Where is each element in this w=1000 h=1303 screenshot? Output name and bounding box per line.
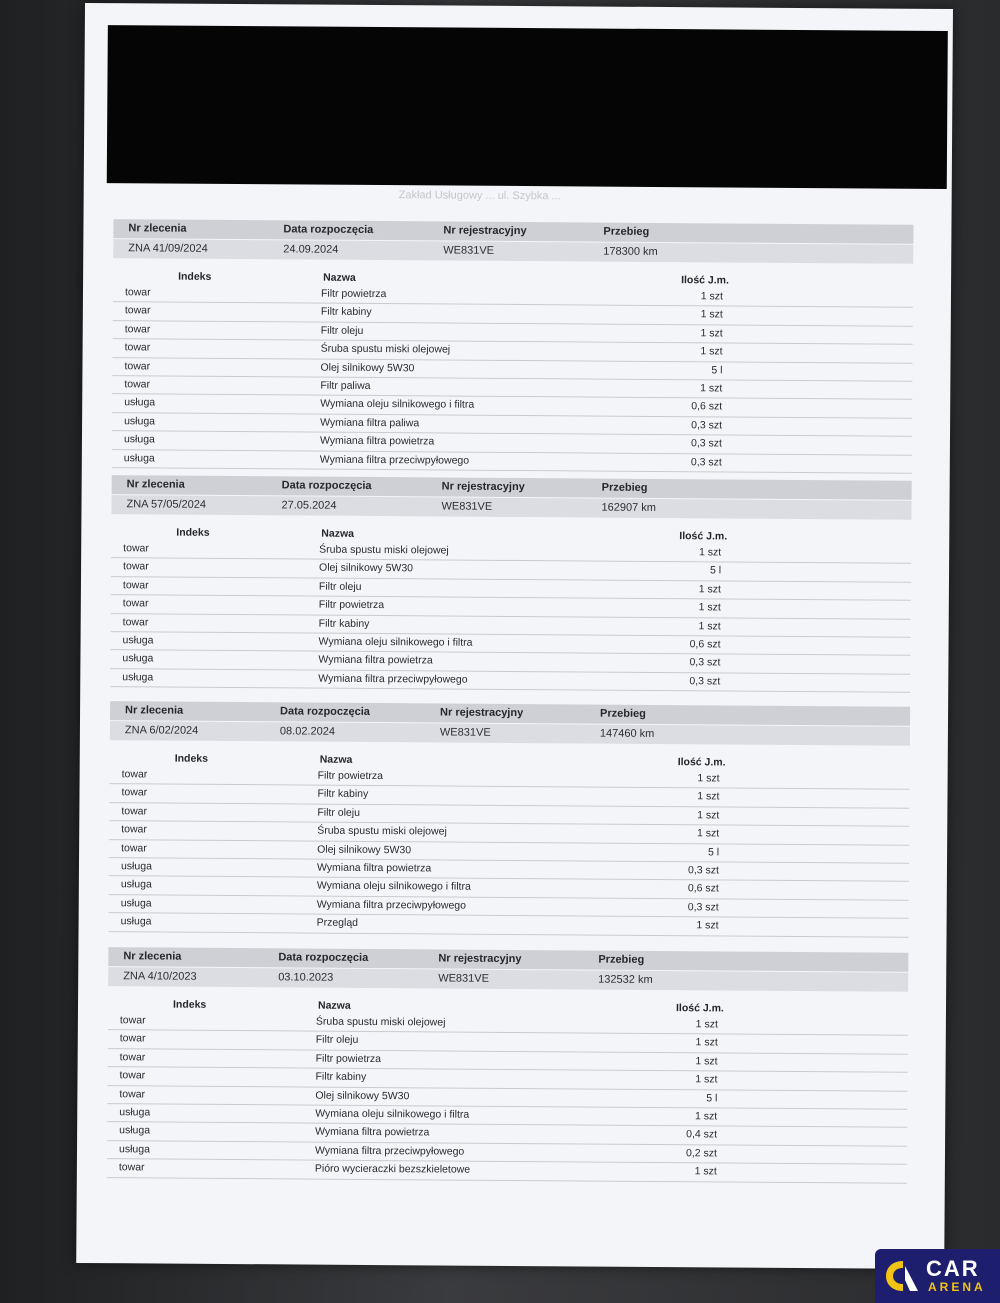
label-nr-zlecenia: Nr zlecenia (123, 950, 182, 963)
service-order (112, 219, 914, 473)
items-header-indeks: Indeks (178, 270, 212, 283)
item-name: Pióro wycieraczki bezszkieletowe (314, 1162, 471, 1176)
item-quantity: 1 szt (696, 919, 719, 932)
item-name: Filtr oleju (318, 580, 362, 593)
item-index-type: towar (121, 805, 148, 818)
redaction-block (107, 25, 948, 189)
label-nr-rejestracyjny: Nr rejestracyjny (441, 480, 525, 494)
order-start-date: 27.05.2024 (281, 499, 337, 512)
item-quantity: 1 szt (698, 601, 721, 614)
item-quantity: 1 szt (700, 290, 724, 303)
items-header-nazwa: Nazwa (317, 999, 351, 1012)
label-nr-rejestracyjny: Nr rejestracyjny (443, 224, 527, 238)
order-number: ZNA 4/10/2023 (123, 970, 197, 983)
label-przebieg: Przebieg (601, 481, 648, 494)
item-index-type: towar (124, 341, 151, 354)
item-quantity: 1 szt (698, 583, 721, 596)
item-name: Filtr kabiny (315, 1070, 367, 1084)
item-name: Śruba spustu miski olejowej (320, 342, 451, 356)
item-name: Wymiana filtra powietrza (318, 653, 433, 667)
item-quantity: 0,3 szt (687, 864, 720, 877)
label-nr-zlecenia: Nr zlecenia (125, 704, 184, 717)
item-name: Wymiana oleju silnikowego i filtra (320, 397, 475, 412)
item-name: Filtr kabiny (320, 306, 372, 319)
item-quantity: 1 szt (695, 1018, 718, 1031)
item-index-type: usługa (120, 878, 152, 891)
service-order (110, 475, 911, 693)
item-quantity: 0,2 szt (686, 1146, 718, 1160)
label-przebieg: Przebieg (603, 225, 650, 238)
item-index-type: usługa (122, 670, 154, 684)
item-quantity: 1 szt (695, 1036, 718, 1049)
item-index-type: towar (118, 1161, 145, 1174)
label-nr-zlecenia: Nr zlecenia (126, 478, 185, 491)
item-quantity: 0,4 szt (686, 1128, 718, 1141)
items-header-ilosc: Ilość J.m. (675, 1002, 724, 1015)
item-index-type: usługa (124, 396, 156, 409)
item-index-type: towar (122, 615, 149, 628)
item-index-type: towar (122, 597, 149, 610)
label-data-rozpoczecia: Data rozpoczęcia (283, 223, 374, 236)
item-index-type: towar (123, 542, 149, 555)
mileage: 147460 km (599, 727, 655, 740)
item-index-type: towar (119, 1014, 146, 1027)
item-index-type: towar (119, 1051, 146, 1064)
item-quantity: 1 szt (697, 790, 720, 803)
label-nr-rejestracyjny: Nr rejestracyjny (440, 706, 524, 720)
item-index-type: usługa (119, 1124, 151, 1137)
item-name: Wymiana filtra powietrza (319, 434, 435, 448)
order-start-date: 08.02.2024 (279, 725, 336, 738)
service-order (107, 947, 909, 1183)
item-index-type: towar (121, 786, 148, 799)
item-index-type: towar (119, 1069, 146, 1082)
item-name: Wymiana filtra powietrza (316, 861, 432, 875)
item-index-type: towar (121, 823, 147, 836)
item-name: Filtr oleju (315, 1033, 359, 1047)
item-index-type: towar (121, 841, 147, 854)
item-name: Przegląd (316, 916, 359, 930)
registration-number: WE831VE (443, 244, 495, 257)
order-number: ZNA 41/09/2024 (128, 242, 208, 255)
item-index-type: usługa (120, 860, 152, 873)
item-index-type: towar (124, 304, 151, 317)
item-quantity: 0,3 szt (690, 437, 722, 450)
order-start-date: 03.10.2023 (278, 971, 334, 984)
item-name: Filtr powietrza (318, 598, 385, 612)
mileage: 178300 km (603, 245, 658, 258)
item-quantity: 1 szt (696, 827, 720, 840)
mileage: 132532 km (598, 973, 653, 986)
item-name: Olej silnikowy 5W30 (317, 843, 412, 856)
item-quantity: 1 szt (700, 308, 723, 321)
item-quantity: 5 l (706, 1091, 718, 1104)
item-index-type: usługa (122, 634, 154, 647)
item-name: Filtr kabiny (318, 617, 370, 630)
registration-number: WE831VE (441, 500, 493, 513)
item-quantity: 1 szt (697, 772, 720, 785)
item-name: Wymiana filtra powietrza (315, 1125, 430, 1139)
items-header-ilosc: Ilość J.m. (679, 530, 728, 543)
item-name: Wymiana oleju silnikowego i filtra (315, 1107, 470, 1121)
item-index-type: towar (119, 1032, 146, 1045)
item-quantity: 1 szt (700, 327, 723, 340)
item-quantity: 5 l (709, 564, 722, 577)
item-name: Wymiana filtra przeciwpyłowego (318, 672, 468, 686)
item-index-type: usługa (118, 1142, 151, 1156)
item-quantity: 5 l (711, 363, 723, 376)
item-quantity: 0,6 szt (691, 400, 723, 413)
item-index-type: towar (124, 378, 151, 391)
items-header-indeks: Indeks (176, 526, 210, 539)
car-arena-logo (875, 1249, 1000, 1303)
item-quantity: 1 szt (695, 1073, 718, 1086)
item-quantity: 0,6 szt (689, 638, 721, 651)
registration-number: WE831VE (438, 972, 489, 985)
item-name: Filtr powietrza (320, 287, 387, 301)
item-index-type: towar (119, 1087, 146, 1100)
faint-header-text: Zakład Usługowy ... ul. Szybka ... (398, 189, 561, 203)
item-quantity: 1 szt (698, 546, 722, 559)
service-order (109, 701, 911, 937)
item-quantity: 0,3 szt (691, 418, 723, 432)
item-name: Śruba spustu miski olejowej (317, 824, 447, 838)
item-quantity: 1 szt (700, 345, 723, 358)
item-index-type: towar (124, 323, 151, 336)
item-index-type: usługa (120, 896, 152, 910)
label-nr-zlecenia: Nr zlecenia (128, 222, 187, 235)
item-name: Śruba spustu miski olejowej (319, 543, 449, 557)
item-quantity: 1 szt (694, 1165, 717, 1178)
item-name: Filtr powietrza (315, 1052, 382, 1065)
item-index-type: usługa (120, 915, 152, 928)
item-quantity: 1 szt (695, 1055, 718, 1068)
item-name: Śruba spustu miski olejowej (315, 1015, 446, 1029)
car-arena-logo-icon (883, 1258, 921, 1294)
item-name: Olej silnikowy 5W30 (315, 1089, 410, 1102)
logo-text-arena: ARENA (928, 1280, 986, 1294)
label-data-rozpoczecia: Data rozpoczęcia (278, 951, 369, 964)
item-quantity: 0,3 szt (689, 656, 721, 669)
mileage: 162907 km (601, 501, 656, 514)
item-name: Filtr kabiny (317, 788, 369, 801)
item-quantity: 0,3 szt (689, 674, 721, 688)
item-quantity: 5 l (707, 845, 720, 858)
registration-number: WE831VE (439, 726, 491, 739)
item-index-type: towar (121, 768, 148, 781)
item-index-type: usługa (122, 652, 154, 665)
item-name: Wymiana filtra przeciwpyłowego (316, 898, 467, 912)
label-data-rozpoczecia: Data rozpoczęcia (281, 479, 372, 492)
item-name: Wymiana filtra przeciwpyłowego (319, 453, 470, 467)
item-quantity: 1 szt (700, 382, 723, 395)
item-index-type: towar (124, 359, 151, 372)
items-header-nazwa: Nazwa (321, 527, 355, 540)
item-name: Filtr oleju (317, 806, 361, 819)
order-start-date: 24.09.2024 (283, 243, 339, 256)
label-przebieg: Przebieg (598, 953, 645, 966)
item-index-type: usługa (123, 433, 155, 446)
item-name: Olej silnikowy 5W30 (320, 361, 415, 374)
label-data-rozpoczecia: Data rozpoczęcia (280, 705, 370, 718)
item-index-type: towar (123, 560, 149, 573)
item-quantity: 1 szt (697, 809, 720, 822)
item-index-type: usługa (124, 414, 156, 428)
item-name: Wymiana filtra paliwa (320, 416, 420, 430)
item-name: Filtr powietrza (317, 769, 384, 783)
label-nr-rejestracyjny: Nr rejestracyjny (438, 952, 522, 966)
item-name: Wymiana oleju silnikowego i filtra (318, 635, 473, 649)
item-index-type: usługa (123, 451, 155, 464)
item-index-type: usługa (119, 1106, 151, 1119)
item-name: Wymiana oleju silnikowego i filtra (316, 879, 471, 894)
items-header-indeks: Indeks (172, 998, 207, 1011)
order-number: ZNA 57/05/2024 (126, 498, 207, 511)
items-header-nazwa: Nazwa (323, 271, 356, 284)
item-index-type: towar (124, 286, 151, 299)
item-quantity: 1 szt (695, 1110, 718, 1123)
item-quantity: 1 szt (698, 619, 721, 632)
service-history-sheet (76, 3, 953, 1269)
order-number: ZNA 6/02/2024 (124, 724, 199, 737)
logo-text-car: CAR (926, 1256, 980, 1281)
items-header-indeks: Indeks (174, 752, 209, 765)
item-quantity: 0,3 szt (687, 900, 719, 914)
items-header-ilosc: Ilość J.m. (681, 274, 729, 287)
item-index-type: towar (122, 579, 149, 592)
label-przebieg: Przebieg (600, 707, 646, 720)
item-name: Wymiana filtra przeciwpyłowego (314, 1144, 465, 1158)
item-name: Filtr oleju (320, 324, 364, 337)
items-header-nazwa: Nazwa (319, 753, 353, 766)
item-name: Filtr paliwa (320, 379, 371, 392)
items-header-ilosc: Ilość J.m. (677, 756, 726, 769)
item-quantity: 0,3 szt (690, 455, 722, 468)
item-name: Olej silnikowy 5W30 (319, 562, 414, 575)
item-quantity: 0,6 szt (687, 882, 719, 895)
